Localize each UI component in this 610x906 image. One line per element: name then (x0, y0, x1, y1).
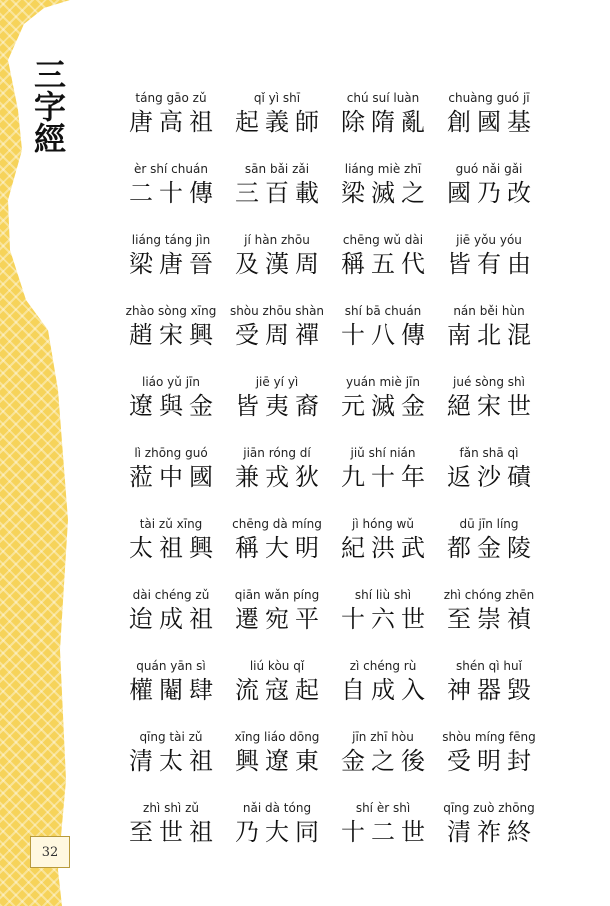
pinyin-text: shén qì huǐ (456, 659, 522, 673)
hanzi-text: 二十傳 (129, 179, 219, 207)
hanzi-text: 自成入 (341, 676, 431, 704)
pinyin-text: xīng liáo dōng (234, 730, 320, 744)
verse-phrase (330, 800, 436, 871)
verse-phrase (330, 374, 436, 445)
pinyin-text: liáng táng jìn (131, 233, 211, 247)
hanzi-text: 返沙磧 (447, 463, 537, 491)
hanzi-text: 受明封 (447, 747, 537, 775)
verse-phrase (118, 587, 224, 658)
hanzi-text: 起義師 (235, 108, 325, 136)
verse-phrase (118, 161, 224, 232)
verse-phrase (330, 90, 436, 161)
hanzi-text: 國乃改 (447, 179, 537, 207)
hanzi-text: 蒞中國 (129, 463, 219, 491)
verse-phrase (224, 374, 330, 445)
verse-phrase (436, 729, 542, 800)
hanzi-text: 趙宋興 (129, 321, 219, 349)
verse-phrase (224, 516, 330, 587)
verse-phrase (118, 516, 224, 587)
pinyin-text: nǎi dà tóng (242, 801, 312, 815)
pinyin-text: liáo yǔ jīn (142, 375, 200, 389)
pinyin-text: táng gāo zǔ (135, 91, 207, 105)
hanzi-text: 元滅金 (341, 392, 431, 420)
verse-phrase (118, 232, 224, 303)
pinyin-text: jiē yǒu yóu (456, 233, 522, 247)
pinyin-text: shòu míng fēng (442, 730, 536, 744)
hanzi-text: 遼與金 (129, 392, 219, 420)
hanzi-text: 受周禪 (235, 321, 325, 349)
hanzi-text: 流寇起 (235, 676, 325, 704)
verse-phrase (436, 161, 542, 232)
pinyin-text: shí liù shì (354, 588, 412, 602)
hanzi-text: 至崇禎 (447, 605, 537, 633)
hanzi-text: 都金陵 (447, 534, 537, 562)
page-number: 32 (30, 836, 70, 868)
hanzi-text: 梁滅之 (341, 179, 431, 207)
hanzi-text: 絕宋世 (447, 392, 537, 420)
verse-phrase (436, 90, 542, 161)
hanzi-text: 及漢周 (235, 250, 325, 278)
pinyin-text: chuàng guó jī (448, 91, 530, 105)
pinyin-text: dài chéng zǔ (132, 588, 210, 602)
pinyin-text: sān bǎi zǎi (244, 162, 310, 176)
verse-phrase (224, 232, 330, 303)
pinyin-text: zhì chóng zhēn (443, 588, 535, 602)
verse-phrase (224, 161, 330, 232)
pinyin-text: jiē yí yì (255, 375, 299, 389)
hanzi-text: 兼戎狄 (235, 463, 325, 491)
verse-phrase (118, 374, 224, 445)
verse-phrase (224, 445, 330, 516)
hanzi-text: 至世祖 (129, 818, 219, 846)
hanzi-text: 金之後 (341, 747, 431, 775)
pinyin-text: shòu zhōu shàn (229, 304, 325, 318)
hanzi-text: 權閹肆 (129, 676, 219, 704)
verse-phrase (436, 800, 542, 871)
verse-phrase (118, 445, 224, 516)
verse-phrase (330, 445, 436, 516)
verse-phrase (436, 374, 542, 445)
hanzi-text: 興遼東 (235, 747, 325, 775)
pinyin-text: yuán miè jīn (346, 375, 420, 389)
verse-phrase (436, 303, 542, 374)
hanzi-text: 迨成祖 (129, 605, 219, 633)
pinyin-text: chēng dà míng (232, 517, 322, 531)
hanzi-text: 十八傳 (341, 321, 431, 349)
pinyin-text: zhào sòng xīng (125, 304, 217, 318)
hanzi-text: 梁唐晉 (129, 250, 219, 278)
verse-phrase (436, 516, 542, 587)
pinyin-text: lì zhōng guó (134, 446, 208, 460)
pinyin-text: jì hóng wǔ (352, 517, 414, 531)
hanzi-text: 紀洪武 (341, 534, 431, 562)
verse-phrase (330, 658, 436, 729)
hanzi-text: 三百載 (235, 179, 325, 207)
hanzi-text: 十六世 (341, 605, 431, 633)
pinyin-text: zhì shì zǔ (143, 801, 199, 815)
verse-phrase (224, 729, 330, 800)
verse-phrase (330, 587, 436, 658)
pinyin-text: dū jīn líng (459, 517, 519, 531)
pinyin-text: jiān róng dí (243, 446, 311, 460)
pinyin-text: qǐ yì shī (253, 91, 301, 105)
verse-phrase (330, 516, 436, 587)
verse-phrase (224, 587, 330, 658)
pinyin-text: jí hàn zhōu (244, 233, 310, 247)
hanzi-text: 皆夷裔 (235, 392, 325, 420)
pinyin-text: nán běi hùn (453, 304, 525, 318)
hanzi-text: 乃大同 (235, 818, 325, 846)
pinyin-text: jiǔ shí nián (350, 446, 416, 460)
pinyin-text: èr shí chuán (134, 162, 208, 176)
hanzi-text: 創國基 (447, 108, 537, 136)
pinyin-text: shí èr shì (355, 801, 411, 815)
verse-phrase (118, 729, 224, 800)
hanzi-text: 稱大明 (235, 534, 325, 562)
verse-phrase (118, 658, 224, 729)
hanzi-text: 稱五代 (341, 250, 431, 278)
verse-phrase (118, 303, 224, 374)
pinyin-text: chú suí luàn (346, 91, 420, 105)
pinyin-text: zì chéng rù (349, 659, 417, 673)
verse-phrase (224, 800, 330, 871)
verse-phrase (436, 232, 542, 303)
pinyin-text: liú kòu qǐ (249, 659, 305, 673)
hanzi-text: 除隋亂 (341, 108, 431, 136)
hanzi-text: 清太祖 (129, 747, 219, 775)
book-title: 三字經 (29, 58, 67, 154)
verse-phrase (224, 658, 330, 729)
pinyin-text: jué sòng shì (453, 375, 525, 389)
verse-phrase (224, 90, 330, 161)
pinyin-text: qīng tài zǔ (139, 730, 203, 744)
pinyin-text: jīn zhī hòu (352, 730, 414, 744)
verse-phrase (330, 303, 436, 374)
pinyin-text: qiān wǎn píng (234, 588, 320, 602)
pinyin-text: quán yān sì (136, 659, 206, 673)
hanzi-text: 九十年 (341, 463, 431, 491)
pinyin-text: shí bā chuán (344, 304, 422, 318)
pinyin-text: tài zǔ xīng (139, 517, 203, 531)
verse-phrase (330, 232, 436, 303)
hanzi-text: 清祚終 (447, 818, 537, 846)
hanzi-text: 遷宛平 (235, 605, 325, 633)
verse-phrase (330, 729, 436, 800)
verse-phrase (330, 161, 436, 232)
pinyin-text: fǎn shā qì (459, 446, 519, 460)
hanzi-text: 唐高祖 (129, 108, 219, 136)
hanzi-text: 神器毀 (447, 676, 537, 704)
verse-phrase (436, 445, 542, 516)
hanzi-text: 南北混 (447, 321, 537, 349)
pinyin-text: chēng wǔ dài (342, 233, 424, 247)
pinyin-text: guó nǎi gǎi (455, 162, 523, 176)
pinyin-text: liáng miè zhī (344, 162, 422, 176)
verse-phrase (118, 90, 224, 161)
verse-phrase (224, 303, 330, 374)
verse-phrase (436, 587, 542, 658)
verse-grid (118, 90, 542, 871)
pinyin-text: qīng zuò zhōng (443, 801, 535, 815)
hanzi-text: 十二世 (341, 818, 431, 846)
hanzi-text: 太祖興 (129, 534, 219, 562)
hanzi-text: 皆有由 (447, 250, 537, 278)
verse-phrase (436, 658, 542, 729)
verse-phrase (118, 800, 224, 871)
